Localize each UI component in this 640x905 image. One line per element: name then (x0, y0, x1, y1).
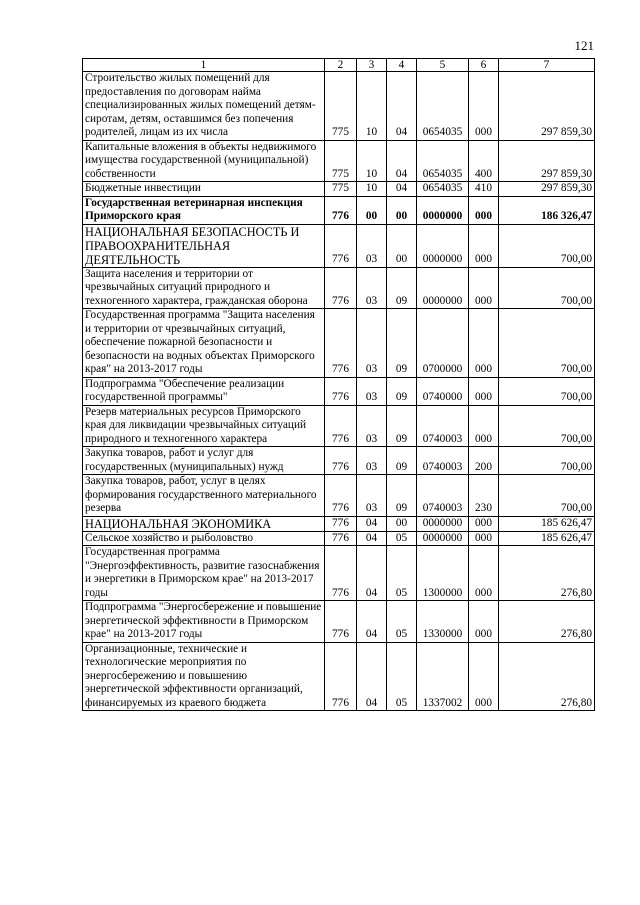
row-subsection-code: 09 (387, 267, 417, 309)
row-admin-code: 775 (325, 182, 357, 197)
row-section-code: 03 (357, 267, 387, 309)
row-admin-code: 776 (325, 309, 357, 378)
row-description: Государственная программа "Защита населения и территории от чрезвычайных ситуаций, обеспечение пожарной безопасности и безопасности на водных объектах Приморского края" на 2013-2017 годы (83, 309, 325, 378)
row-subsection-code: 04 (387, 72, 417, 141)
row-target-article-code: 1300000 (417, 546, 469, 601)
column-header: 4 (387, 59, 417, 72)
row-target-article-code: 0700000 (417, 309, 469, 378)
row-expense-type-code: 000 (469, 196, 499, 224)
table-row (83, 516, 595, 531)
column-header: 1 (83, 59, 325, 72)
row-description: Защита населения и территории от чрезвычайных ситуаций природного и техногенного характера, гражданская оборона (83, 267, 325, 309)
column-header: 5 (417, 59, 469, 72)
row-subsection-code: 09 (387, 405, 417, 447)
row-subsection-code: 00 (387, 516, 417, 531)
row-target-article-code: 0000000 (417, 531, 469, 546)
row-subsection-code: 04 (387, 182, 417, 197)
row-expense-type-code: 000 (469, 377, 499, 405)
table-header-row (83, 59, 595, 72)
row-admin-code: 776 (325, 405, 357, 447)
row-expense-type-code: 000 (469, 267, 499, 309)
row-admin-code: 775 (325, 72, 357, 141)
row-subsection-code: 09 (387, 475, 417, 517)
column-header: 6 (469, 59, 499, 72)
row-expense-type-code: 000 (469, 642, 499, 711)
row-target-article-code: 0000000 (417, 267, 469, 309)
table-row (83, 447, 595, 475)
row-section-code: 04 (357, 516, 387, 531)
row-section-code: 03 (357, 405, 387, 447)
row-expense-type-code: 000 (469, 531, 499, 546)
row-description: Подпрограмма "Энергосбережение и повышение энергетической эффективности в Приморском крае" на 2013-2017 годы (83, 601, 325, 643)
row-section-code: 03 (357, 309, 387, 378)
row-target-article-code: 0740003 (417, 475, 469, 517)
row-amount: 186 326,47 (499, 196, 595, 224)
row-subsection-code: 00 (387, 224, 417, 267)
table-row (83, 309, 595, 378)
row-subsection-code: 09 (387, 377, 417, 405)
row-subsection-code: 05 (387, 531, 417, 546)
row-target-article-code: 0000000 (417, 224, 469, 267)
row-section-code: 04 (357, 642, 387, 711)
row-subsection-code: 05 (387, 546, 417, 601)
row-admin-code: 776 (325, 546, 357, 601)
row-description: Подпрограмма "Обеспечение реализации государственной программы" (83, 377, 325, 405)
row-admin-code: 776 (325, 601, 357, 643)
table-row (83, 405, 595, 447)
row-expense-type-code: 000 (469, 405, 499, 447)
column-header: 2 (325, 59, 357, 72)
row-amount: 700,00 (499, 267, 595, 309)
table-row (83, 140, 595, 182)
row-admin-code: 776 (325, 516, 357, 531)
row-description: НАЦИОНАЛЬНАЯ БЕЗОПАСНОСТЬ И ПРАВООХРАНИТЕЛЬНАЯ ДЕЯТЕЛЬНОСТЬ (83, 224, 325, 267)
page-number: 121 (574, 38, 594, 53)
row-amount: 700,00 (499, 475, 595, 517)
row-subsection-code: 00 (387, 196, 417, 224)
row-subsection-code: 05 (387, 642, 417, 711)
row-amount: 297 859,30 (499, 72, 595, 141)
row-amount: 700,00 (499, 309, 595, 378)
row-amount: 700,00 (499, 405, 595, 447)
row-expense-type-code: 230 (469, 475, 499, 517)
row-description: Закупка товаров, работ и услуг для государственных (муниципальных) нужд (83, 447, 325, 475)
row-target-article-code: 0000000 (417, 196, 469, 224)
table-row (83, 72, 595, 141)
row-expense-type-code: 200 (469, 447, 499, 475)
row-section-code: 03 (357, 475, 387, 517)
table-row (83, 196, 595, 224)
row-section-code: 10 (357, 140, 387, 182)
row-subsection-code: 05 (387, 601, 417, 643)
row-amount: 185 626,47 (499, 516, 595, 531)
column-header: 3 (357, 59, 387, 72)
row-amount: 700,00 (499, 224, 595, 267)
row-target-article-code: 1330000 (417, 601, 469, 643)
row-description: Сельское хозяйство и рыболовство (83, 531, 325, 546)
row-description: Государственная ветеринарная инспекция Приморского края (83, 196, 325, 224)
budget-table (82, 58, 595, 711)
row-description: Бюджетные инвестиции (83, 182, 325, 197)
table-row (83, 601, 595, 643)
row-section-code: 10 (357, 182, 387, 197)
row-admin-code: 776 (325, 531, 357, 546)
table-row (83, 224, 595, 267)
row-subsection-code: 04 (387, 140, 417, 182)
row-admin-code: 776 (325, 267, 357, 309)
row-target-article-code: 1337002 (417, 642, 469, 711)
table-row (83, 475, 595, 517)
row-subsection-code: 09 (387, 309, 417, 378)
row-description: Закупка товаров, работ, услуг в целях формирования государственного материального резерва (83, 475, 325, 517)
row-admin-code: 776 (325, 475, 357, 517)
row-description: Капитальные вложения в объекты недвижимого имущества государственной (муниципальной) собственности (83, 140, 325, 182)
row-target-article-code: 0654035 (417, 140, 469, 182)
row-expense-type-code: 000 (469, 224, 499, 267)
row-target-article-code: 0740003 (417, 405, 469, 447)
row-description: Государственная программа "Энергоэффективность, развитие газоснабжения и энергетики в Приморском крае" на 2013-2017 годы (83, 546, 325, 601)
row-section-code: 03 (357, 447, 387, 475)
row-section-code: 04 (357, 601, 387, 643)
row-section-code: 00 (357, 196, 387, 224)
row-description: Строительство жилых помещений для предоставления по договорам найма специализированных жилых помещений детям-сиротам, детям, оставшимся без попечения родителей, лицам из их числа (83, 72, 325, 141)
row-admin-code: 776 (325, 377, 357, 405)
row-expense-type-code: 000 (469, 309, 499, 378)
row-admin-code: 776 (325, 447, 357, 475)
row-amount: 185 626,47 (499, 531, 595, 546)
column-header: 7 (499, 59, 595, 72)
row-amount: 297 859,30 (499, 182, 595, 197)
row-amount: 276,80 (499, 546, 595, 601)
row-expense-type-code: 410 (469, 182, 499, 197)
row-section-code: 10 (357, 72, 387, 141)
row-admin-code: 775 (325, 140, 357, 182)
row-expense-type-code: 000 (469, 516, 499, 531)
row-expense-type-code: 000 (469, 546, 499, 601)
row-admin-code: 776 (325, 642, 357, 711)
row-amount: 276,80 (499, 642, 595, 711)
table-row (83, 546, 595, 601)
row-amount: 276,80 (499, 601, 595, 643)
row-target-article-code: 0654035 (417, 182, 469, 197)
table-row (83, 182, 595, 197)
row-section-code: 03 (357, 224, 387, 267)
table-row (83, 642, 595, 711)
row-expense-type-code: 000 (469, 601, 499, 643)
table-row (83, 531, 595, 546)
row-admin-code: 776 (325, 224, 357, 267)
row-section-code: 03 (357, 377, 387, 405)
table-row (83, 267, 595, 309)
row-target-article-code: 0000000 (417, 516, 469, 531)
row-description: Резерв материальных ресурсов Приморского края для ликвидации чрезвычайных ситуаций природного и техногенного характера (83, 405, 325, 447)
row-target-article-code: 0740003 (417, 447, 469, 475)
row-amount: 297 859,30 (499, 140, 595, 182)
row-description: Организационные, технические и технологические мероприятия по энергосбережению и повышению энергетической эффективности организаций, финансируемых из краевого бюджета (83, 642, 325, 711)
row-expense-type-code: 000 (469, 72, 499, 141)
row-section-code: 04 (357, 546, 387, 601)
row-amount: 700,00 (499, 447, 595, 475)
row-target-article-code: 0654035 (417, 72, 469, 141)
row-target-article-code: 0740000 (417, 377, 469, 405)
row-description: НАЦИОНАЛЬНАЯ ЭКОНОМИКА (83, 516, 325, 531)
table-row (83, 377, 595, 405)
row-expense-type-code: 400 (469, 140, 499, 182)
row-admin-code: 776 (325, 196, 357, 224)
row-section-code: 04 (357, 531, 387, 546)
row-subsection-code: 09 (387, 447, 417, 475)
row-amount: 700,00 (499, 377, 595, 405)
